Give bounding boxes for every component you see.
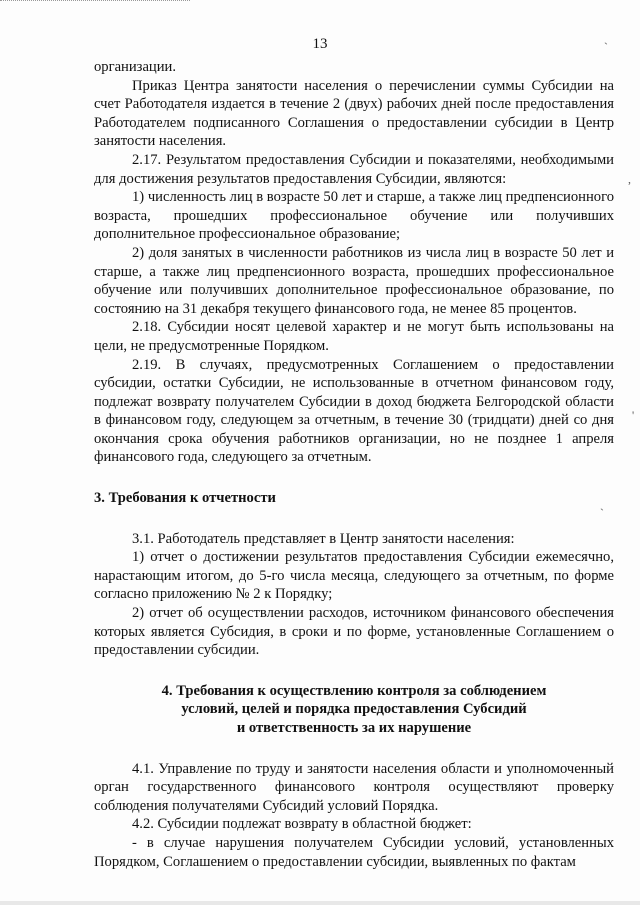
- section-4-title-line: 4. Требования к осуществлению контроля за соблюдением: [161, 682, 547, 699]
- scan-edge-top: [0, 0, 190, 2]
- scan-edge-bottom: [0, 901, 640, 905]
- page-number: 13: [312, 36, 328, 52]
- section-4-title-line: и ответственность за их нарушение: [236, 720, 472, 736]
- document-body: [94, 58, 614, 871]
- paragraph-2-18: 2.18. Субсидии носят целевой характер и не могут быть использованы на цели, не предусмотренные Порядком.: [94, 319, 614, 354]
- paragraph-3-1-item-2: 2) отчет об осуществлении расходов, источником финансового обеспечения которых является Субсидия, в сроки и по форме, установленные Соглашением о предоставлении субсидии.: [94, 605, 614, 659]
- scan-speck: ˋ: [600, 506, 604, 520]
- section-3-title: 3. Требования к отчетности: [94, 490, 276, 507]
- scan-speck: ˋ: [604, 40, 608, 54]
- paragraph-3-1: 3.1. Работодатель представляет в Центр занятости населения:: [132, 530, 515, 547]
- paragraph-3-1-item-1: 1) отчет о достижении результатов предоставления Субсидии ежемесячно, нарастающим итогом, до 5-го числа месяца, следующего за отчетным, по форме согласно приложению № 2 к Порядку;: [94, 549, 614, 603]
- section-4-title: [94, 682, 614, 738]
- paragraph-4-2: 4.2. Субсидии подлежат возврату в областной бюджет:: [132, 816, 472, 833]
- paragraph-2-17-item-1: 1) численность лиц в возрасте 50 лет и старше, а также лиц предпенсионного возраста, прошедших профессиональное обучение или получивших дополнительное профессиональное образование;: [94, 189, 614, 243]
- paragraph-2-19: 2.19. В случаях, предусмотренных Соглашением о предоставлении субсидии, остатки Субсидии, не использованные в отчетном финансовом году, подлежат возврату получателем Субсидии в доход бюджета Белгородской области в финансовом году, следующем за отчетным, в течение 30 (тридцати) дней со дня окончания срока обучения работников организации, но не позднее 1 апреля финансового года, следующего за отчетным.: [94, 356, 614, 466]
- section-4-title-line: условий, целей и порядка предоставления Субсидий: [181, 701, 527, 718]
- paragraph-continuation: организации.: [94, 59, 176, 75]
- paragraph-4-2-item-1: - в случае нарушения получателем Субсидии условий, установленных Порядком, Соглашением о предоставлении субсидии, выявленных по фактам: [94, 834, 614, 870]
- paragraph-order-transfer: Приказ Центра занятости населения о перечислении суммы Субсидии на счет Работодателя издается в течение 2 (двух) рабочих дней после предоставления Работодателем подписанного Соглашения о предоставлении субсидии в Центр занятости населения.: [94, 77, 614, 150]
- scan-speck: ': [632, 408, 635, 422]
- scan-speck: ,: [628, 172, 631, 186]
- paragraph-2-17-item-2: 2) доля занятых в численности работников из числа лиц в возрасте 50 лет и старше, а также лиц предпенсионного возраста, прошедших профессиональное обучение или получивших дополнительное профессиональное образование, по состоянию на 31 декабря текущего финансового года, не менее 85 процентов.: [94, 244, 614, 317]
- paragraph-4-1: 4.1. Управление по труду и занятости населения области и уполномоченный орган государственного финансового контроля осуществляют проверку соблюдения получателями Субсидий условий Порядка.: [94, 760, 614, 814]
- paragraph-2-17: 2.17. Результатом предоставления Субсидии и показателями, необходимыми для достижения результатов предоставления Субсидии, являются:: [94, 151, 614, 187]
